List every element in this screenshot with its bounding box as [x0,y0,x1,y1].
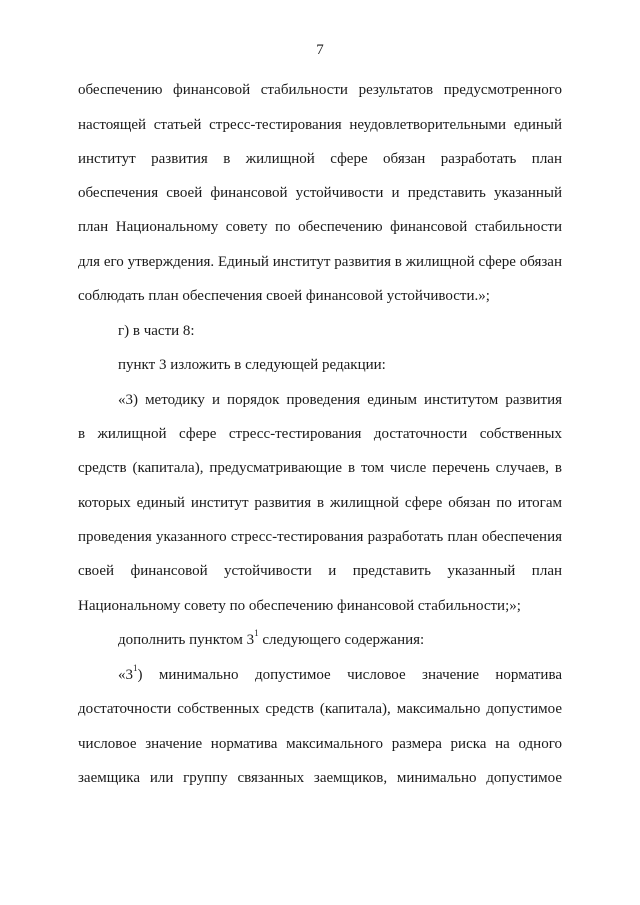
item-start-line [118,663,562,684]
superscript: 1 [254,628,259,638]
item-start-text: «3 [118,667,133,683]
text-line: которых единый институт развития в жилищной сфере обязан по итогам [78,495,562,511]
text-line: обеспечения своей финансовой устойчивости и представить указанный [78,185,562,201]
page-number: 7 [316,42,324,58]
text-line: настоящей статьей стресс-тестирования неудовлетворительными единый [78,117,562,133]
text-line: «3) методику и порядок проведения единым институтом развития [118,392,562,408]
text-line: для его утверждения. Единый институт развития в жилищной сфере обязан [78,254,562,270]
text-line: средств (капитала), предусматривающие в том числе перечень случаев, в [78,460,562,476]
text-line: обеспечению финансовой стабильности результатов предусмотренного [78,82,562,98]
text-line: числовое значение норматива максимального размера риска на одного [78,736,562,752]
item-start-text: ) минимально допустимое числовое значение норматива [137,667,562,683]
text-line: план Национальному совету по обеспечению финансовой стабильности [78,219,562,235]
text-line: Национальному совету по обеспечению финансовой стабильности;»; [78,598,521,614]
text-line: достаточности собственных средств (капитала), максимально допустимое [78,701,562,717]
text-line: в жилищной сфере стресс-тестирования достаточности собственных [78,426,562,442]
text-line: соблюдать план обеспечения своей финансовой устойчивости.»; [78,288,490,304]
text-line: г) в части 8: [118,323,195,339]
supplement-intro-line [118,628,425,649]
text-line: своей финансовой устойчивости и представить указанный план [78,563,562,579]
text-line: проведения указанного стресс-тестирования разработать план обеспечения [78,529,562,545]
supplement-intro-text: следующего содержания: [258,632,425,648]
text-line: институт развития в жилищной сфере обязан разработать план [78,151,562,167]
supplement-intro-text: дополнить пунктом 3 [118,632,255,648]
superscript: 1 [133,663,138,673]
text-line: пункт 3 изложить в следующей редакции: [118,357,386,373]
text-line: заемщика или группу связанных заемщиков, минимально допустимое [78,770,562,786]
